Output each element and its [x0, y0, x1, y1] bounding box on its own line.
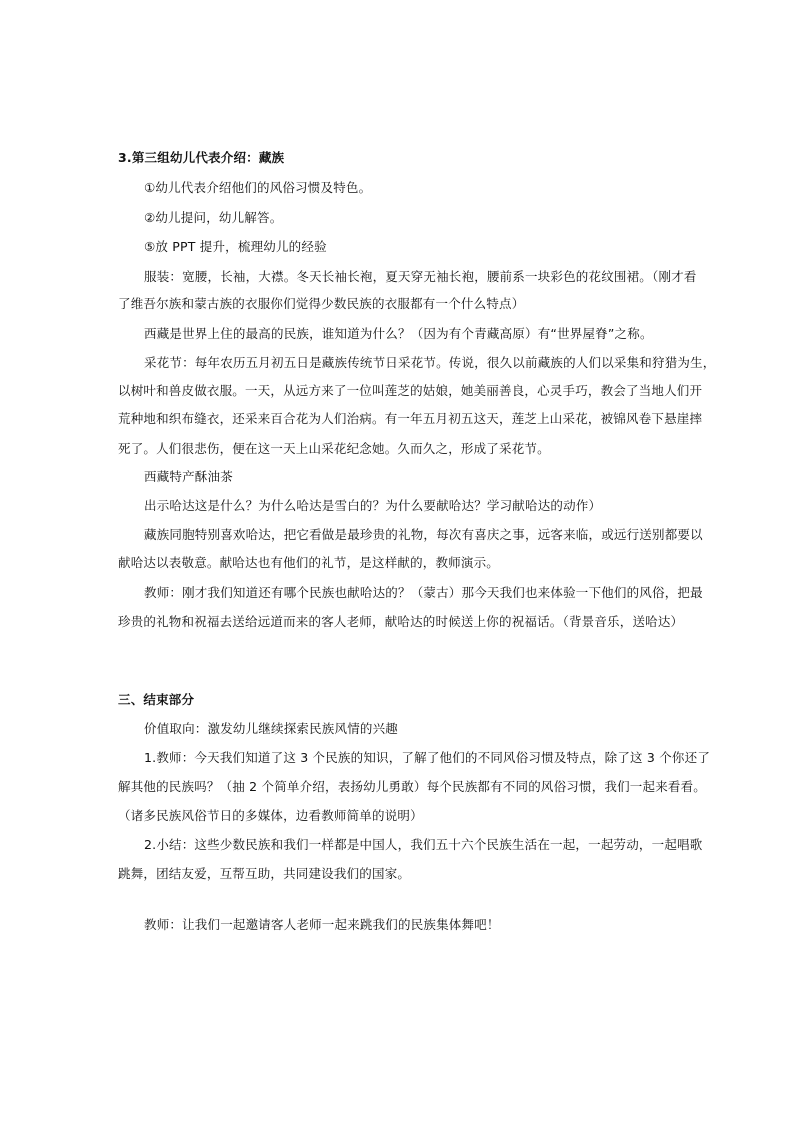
hada-line-2: 献哈达以表敬意。献哈达也有他们的礼节，是这样献的，教师演示。	[118, 555, 500, 570]
butter-tea-text: 西藏特产酥油茶	[144, 469, 233, 484]
ending-p1-line-3: （诸多民族风俗节日的多媒体，边看教师简单的说明）	[118, 808, 423, 823]
festival-line-3: 荒种地和织布缝衣，还采来百合花为人们治病。有一年五月初五这天，莲芝上山采花，被锦风卷下悬崖摔	[118, 411, 703, 426]
section3-step1: ①幼儿代表介绍他们的风俗习惯及特色。	[144, 180, 372, 195]
section3-heading: 3.第三组幼儿代表介绍：藏族	[118, 150, 285, 165]
ending-p1-line-1: 1.教师：今天我们知道了这 3 个民族的知识，了解了他们的不同风俗习惯及特点，除了这 3 个你还了	[144, 750, 711, 765]
hada-line-1: 藏族同胞特别喜欢哈达，把它看做是最珍贵的礼物，每次有喜庆之事，远客来临，或远行送别都要以	[144, 527, 703, 542]
teacher-line-2: 珍贵的礼物和祝福去送给远道而来的客人老师，献哈达的时候送上你的祝福话。（背景音乐，送哈达）	[118, 614, 684, 629]
ending-heading: 三、结束部分	[118, 692, 195, 707]
ending-p1-line-2: 解其他的民族吗？（抽 2 个简单介绍，表扬幼儿勇敢）每个民族都有不同的风俗习惯，我们一起来看看。	[118, 779, 707, 794]
value-orientation: 价值取向：激发幼儿继续探索民族风情的兴趣	[144, 721, 399, 736]
hada-question: 出示哈达这是什么？为什么哈达是雪白的？为什么要献哈达？学习献哈达的动作）	[144, 498, 602, 513]
clothing-line-2: 了维吾尔族和蒙古族的衣服你们觉得少数民族的衣服都有一个什么特点）	[118, 296, 525, 311]
teacher-line-1: 教师：刚才我们知道还有哪个民族也献哈达的？（蒙古）那今天我们也来体验一下他们的风俗，把最	[144, 585, 703, 600]
clothing-line-1: 服装：宽腰，长袖，大襟。冬天长袖长袍，夏天穿无袖长袍，腰前系一块彩色的花纹围裙。（刚才看	[144, 269, 697, 284]
festival-line-1: 采花节：每年农历五月初五日是藏族传统节日采花节。传说，很久以前藏族的人们以采集和狩猎为生，	[144, 355, 716, 370]
festival-line-2: 以树叶和兽皮做衣服。一天，从远方来了一位叫莲芝的姑娘，她美丽善良，心灵手巧，教会了当地人们开	[118, 383, 703, 398]
section3-step3: ⑤放 PPT 提升，梳理幼儿的经验	[144, 239, 327, 254]
section3-step2: ②幼儿提问，幼儿解答。	[144, 210, 283, 225]
festival-line-4: 死了。人们很悲伤，便在这一天上山采花纪念她。久而久之，形成了采花节。	[118, 441, 550, 456]
final-teacher-text: 教师：让我们一起邀请客人老师一起来跳我们的民族集体舞吧！	[144, 917, 500, 932]
ending-p2-line-1: 2.小结：这些少数民族和我们一样都是中国人，我们五十六个民族生活在一起，一起劳动，一起唱歌	[144, 837, 703, 852]
ending-p2-line-2: 跳舞，团结友爱，互帮互助，共同建设我们的国家。	[118, 866, 411, 881]
highest-people-text: 西藏是世界上住的最高的民族，谁知道为什么？（因为有个青藏高原）有“世界屋脊”之称。	[144, 326, 653, 341]
